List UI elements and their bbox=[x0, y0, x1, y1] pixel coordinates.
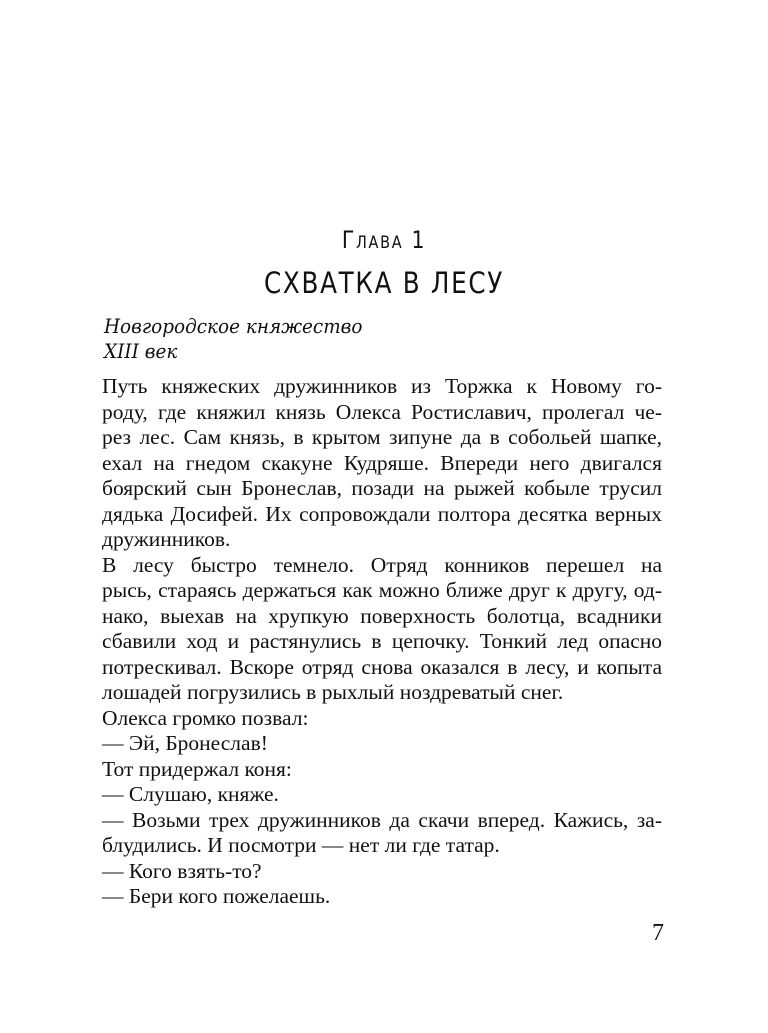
text-line: роду, где княжил князь Олекса Ростиславич, пролегал че- bbox=[102, 399, 662, 424]
text-line: Олекса громко позвал: bbox=[102, 705, 309, 730]
text-line: — Бери кого пожелаешь. bbox=[102, 884, 331, 908]
text-line: боярский сын Бронеслав, позади на рыжей кобыле трусил bbox=[102, 476, 662, 500]
body-text bbox=[102, 374, 662, 910]
text-line: Тот придержал коня: bbox=[102, 756, 292, 781]
text-line: Путь княжеских дружинников из Торжка к Новому го- bbox=[102, 374, 662, 398]
text-line: В лесу быстро темнело. Отряд конников перешел на bbox=[102, 552, 662, 577]
text-line: ехал на гнедом скакуне Кудряше. Впереди него двигался bbox=[102, 450, 662, 475]
text-line: дружинников. bbox=[102, 527, 231, 551]
text-line: — Эй, Бронеслав! bbox=[102, 731, 268, 755]
chapter-title: СХВАТКА В ЛЕСУ bbox=[263, 266, 505, 300]
text-line: — Слушаю, княже. bbox=[102, 782, 279, 806]
text-line: потрескивал. Вскоре отряд снова оказался в лесу, и копыта bbox=[102, 654, 662, 679]
epigraph-location: Новгородское княжество bbox=[104, 314, 363, 338]
text-line: дядька Досифей. Их сопровождали полтора десятка верных bbox=[102, 501, 662, 526]
text-line: нако, выехав на хрупкую поверхность болотца, всадники bbox=[102, 603, 662, 628]
text-line: лошадей погрузились в рыхлый ноздреватый снег. bbox=[102, 680, 564, 704]
text-line: — Возьми трех дружинников да скачи вперед. Кажись, за- bbox=[102, 807, 662, 832]
page-number: 7 bbox=[652, 920, 664, 946]
text-line: рез лес. Сам князь, в крытом зипуне да в собольей шапке, bbox=[102, 425, 662, 449]
chapter-label: Глава 1 bbox=[341, 226, 427, 254]
epigraph bbox=[104, 314, 362, 364]
text-line: блудились. И посмотри — нет ли где татар. bbox=[102, 833, 500, 857]
text-line: — Кого взять-то? bbox=[102, 858, 262, 883]
text-line: рысь, стараясь держаться как можно ближе друг к другу, од- bbox=[102, 578, 662, 602]
epigraph-century: XIII век bbox=[104, 339, 178, 363]
text-line: сбавили ход и растянулись в цепочку. Тонкий лед опасно bbox=[102, 629, 662, 653]
